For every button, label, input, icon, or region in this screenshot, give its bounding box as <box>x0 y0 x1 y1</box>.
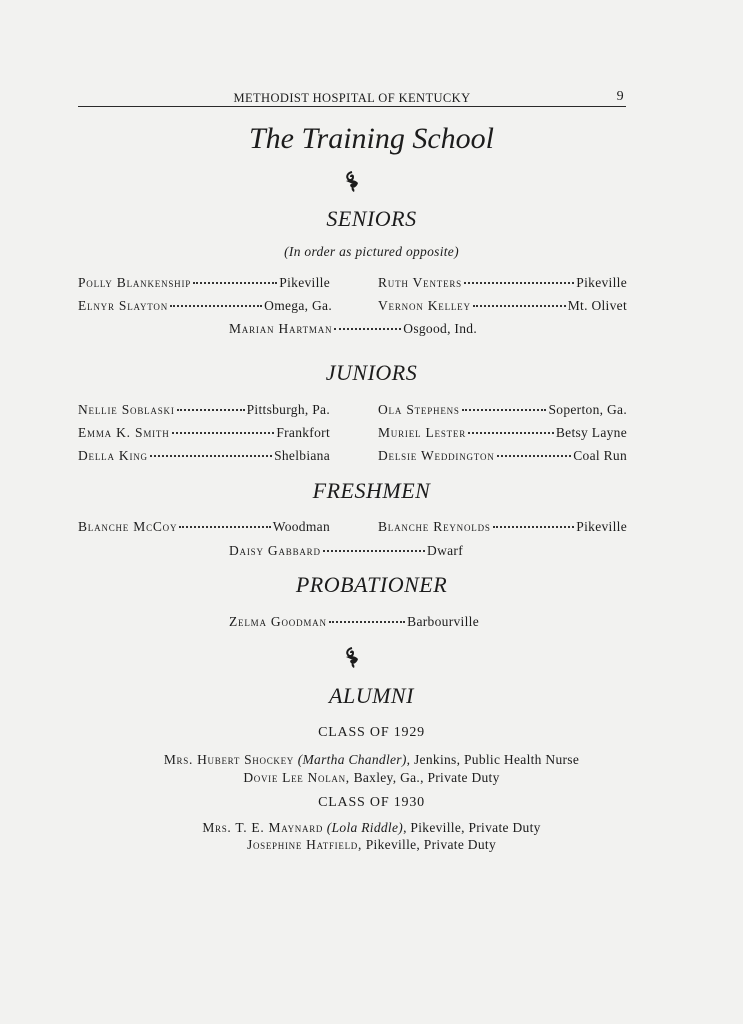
student-name: Polly Blankenship <box>78 275 192 290</box>
senior-entry <box>378 298 627 314</box>
hometown: Pittsburgh, Pa. <box>246 402 330 417</box>
page-title: The Training School <box>248 122 495 155</box>
page-number: 9 <box>616 89 624 104</box>
seniors-heading: SENIORS <box>326 206 417 231</box>
alumni-entry <box>0 770 743 786</box>
junior-entry <box>378 448 627 464</box>
alumni-heading: ALUMNI <box>329 683 414 708</box>
maiden-name: (Lola Riddle) <box>326 820 404 835</box>
hometown: Dwarf <box>427 543 463 558</box>
alumna-name: Dovie Lee Nolan, <box>243 770 350 785</box>
leader-dots <box>179 526 270 528</box>
student-name: Ruth Venters <box>378 275 462 290</box>
leader-dots <box>329 621 405 623</box>
leader-dots <box>150 455 272 457</box>
hometown: Frankfort <box>276 425 330 440</box>
probationer-heading: PROBATIONER <box>295 572 448 597</box>
alumni-entry <box>0 820 743 836</box>
hometown: Soperton, Ga. <box>548 402 627 417</box>
hometown: Osgood, Ind. <box>403 321 477 336</box>
student-name: Emma K. Smith <box>78 425 170 440</box>
fleuron-icon <box>342 170 362 194</box>
juniors-heading: JUNIORS <box>325 360 418 385</box>
leader-dots <box>464 282 574 284</box>
student-name: Zelma Goodman <box>229 614 327 629</box>
freshman-entry <box>78 519 330 535</box>
senior-entry <box>78 298 332 314</box>
alumna-details: Baxley, Ga., Private Duty <box>349 770 500 785</box>
alumna-name: Mrs. Hubert Shockey <box>163 752 294 767</box>
hometown: Pikeville <box>279 275 330 290</box>
class-1929-heading: CLASS OF 1929 <box>318 725 425 740</box>
leader-dots <box>177 409 245 411</box>
freshman-entry <box>229 543 463 559</box>
leader-dots <box>323 550 425 552</box>
student-name: Della King <box>78 448 148 463</box>
junior-entry <box>78 448 330 464</box>
hometown: Pikeville <box>576 519 627 534</box>
header-rule <box>78 106 626 107</box>
leader-dots <box>172 432 275 434</box>
hometown: Pikeville <box>576 275 627 290</box>
leader-dots <box>462 409 547 411</box>
freshman-entry <box>378 519 627 535</box>
junior-entry <box>78 425 330 441</box>
alumna-details: , Jenkins, Public Health Nurse <box>406 752 580 767</box>
leader-dots <box>497 455 572 457</box>
student-name: Elnyr Slayton <box>78 298 169 313</box>
student-name: Delsie Weddington <box>378 448 495 463</box>
class-1930-heading: CLASS OF 1930 <box>318 795 425 810</box>
student-name: Vernon Kelley <box>378 298 471 313</box>
hometown: Coal Run <box>573 448 627 463</box>
junior-entry <box>78 402 330 418</box>
alumna-name: Josephine Hatfield, <box>247 837 363 852</box>
leader-dots <box>334 328 401 330</box>
student-name: Nellie Soblaski <box>78 402 175 417</box>
student-name: Blanche Reynolds <box>378 519 491 534</box>
student-name: Daisy Gabbard <box>229 543 321 558</box>
seniors-note: (In order as pictured opposite) <box>284 244 459 259</box>
hometown: Mt. Olivet <box>567 298 627 313</box>
senior-entry <box>378 275 627 291</box>
alumni-entry <box>0 837 743 853</box>
hometown: Barbourville <box>407 614 479 629</box>
alumni-entry <box>0 752 743 768</box>
freshmen-heading: FRESHMEN <box>312 478 431 503</box>
junior-entry <box>378 425 627 441</box>
senior-entry <box>229 321 477 337</box>
hometown: Woodman <box>272 519 330 534</box>
alumna-name: Mrs. T. E. Maynard <box>202 820 324 835</box>
running-head <box>78 90 626 106</box>
hometown: Betsy Layne <box>555 425 627 440</box>
maiden-name: (Martha Chandler) <box>297 752 407 767</box>
student-name: Muriel Lester <box>378 425 467 440</box>
junior-entry <box>378 402 627 418</box>
student-name: Marian Hartman <box>229 321 333 336</box>
probationer-entry <box>229 614 479 630</box>
leader-dots <box>473 305 566 307</box>
leader-dots <box>170 305 262 307</box>
hometown: Omega, Ga. <box>264 298 332 313</box>
leader-dots <box>468 432 554 434</box>
leader-dots <box>493 526 575 528</box>
hometown: Shelbiana <box>274 448 330 463</box>
leader-dots <box>193 282 277 284</box>
alumna-details: Pikeville, Private Duty <box>362 837 496 852</box>
senior-entry <box>78 275 330 291</box>
student-name: Ola Stephens <box>378 402 460 417</box>
student-name: Blanche McCoy <box>78 519 178 534</box>
alumna-details: , Pikeville, Private Duty <box>403 820 541 835</box>
fleuron-icon <box>342 646 362 670</box>
running-title: METHODIST HOSPITAL OF KENTUCKY <box>233 91 471 105</box>
